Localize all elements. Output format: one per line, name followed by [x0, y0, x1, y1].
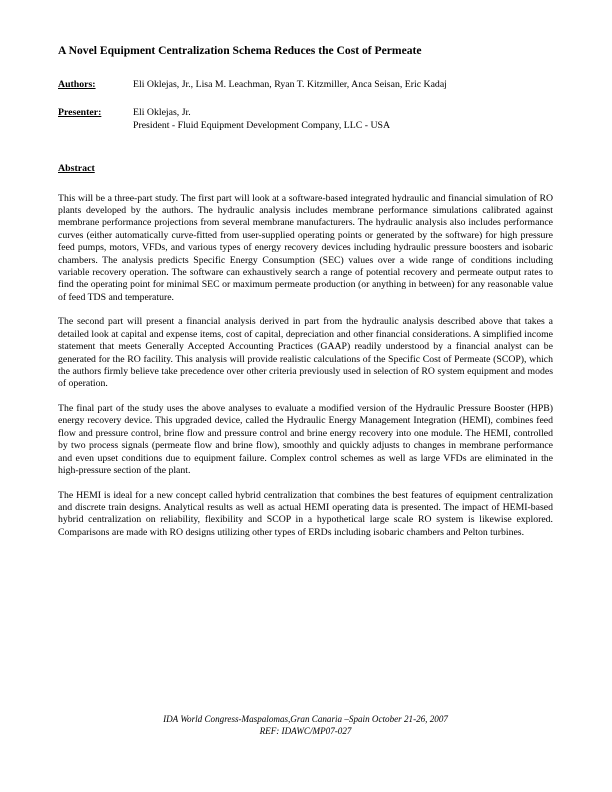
- abstract-paragraph-1: This will be a three-part study. The first part will look at a software-based integrated hydraulic and financial simulation of RO plants developed by the authors. The hydraulic analysis includes membrane performance simulations calibrated against membrane performance projections from several membrane manufacturers. The hydraulic analysis also includes performance curves (either automatically curve-fitted from user-supplied operating points or generated by the software) for high pressure feed pumps, motors, VFDs, and various types of energy recovery devices including hydraulic pressure boosters and isobaric chambers. The analysis predicts Specific Energy Consumption (SEC) values over a wide range of conditions including variable recovery operation. The software can exhaustively search a range of potential recovery and permeate output rates to find the operating point for minimal SEC or maximum permeate production (or anything in between) for any reasonable value of feed TDS and temperature.: [58, 192, 553, 303]
- footer-conference-line: IDA World Congress-Maspalomas,Gran Canaria –Spain October 21-26, 2007: [163, 714, 448, 724]
- abstract-body: [58, 193, 553, 539]
- authors-row: [58, 78, 553, 92]
- presenter-affiliation: President - Fluid Equipment Development Company, LLC - USA: [133, 120, 391, 132]
- document-content: [58, 44, 553, 539]
- footer-reference-line: REF: IDAWC/MP07-027: [259, 725, 352, 736]
- abstract-heading: Abstract: [58, 162, 95, 174]
- authors-value-group: [133, 78, 553, 92]
- page-title: A Novel Equipment Centralization Schema Reduces the Cost of Permeate: [58, 44, 422, 57]
- abstract-paragraph-2: The second part will present a financial analysis derived in part from the hydraulic analysis described above that takes a detailed look at capital and expense items, cost of capital, depreciation and other financial considerations. A simplified income statement that meets Generally Accepted Accounting Practices (GAAP) readily understood by a financial analyst can be generated for the RO facility. This analysis will provide realistic calculations of the Specific Cost of Permeate (SCOP), which the authors firmly believe take precedence over other criteria previously used in selection of RO system equipment and modes of operation.: [58, 316, 553, 390]
- authors-value: Eli Oklejas, Jr., Lisa M. Leachman, Ryan T. Kitzmiller, Anca Seisan, Eric Kadaj: [133, 79, 447, 90]
- presenter-value-group: [133, 106, 553, 133]
- authors-label: Authors:: [58, 79, 96, 90]
- abstract-paragraph-4: The HEMI is ideal for a new concept called hybrid centralization that combines the best features of equipment centralization and discrete train designs. Analytical results as well as actual HEMI operating data is presented. The impact of HEMI-based hybrid centralization on reliability, flexibility and SCOP in a hypothetical large scale RO system is likewise explored. Comparisons are made with RO designs utilizing other types of ERDs including isobaric chambers and Pelton turbines.: [58, 489, 553, 538]
- presenter-name: Eli Oklejas, Jr.: [133, 106, 191, 118]
- presenter-label: Presenter:: [58, 106, 102, 118]
- page-footer: [58, 714, 553, 737]
- abstract-paragraph-3: The final part of the study uses the above analyses to evaluate a modified version of the Hydraulic Pressure Booster (HPB) energy recovery device. This upgraded device, called the Hydraulic Energy Management Integration (HEMI), combines feed flow and pressure control, brine flow and pressure control and brine energy recovery into one module. The HEMI, controlled by two process signals (permeate flow and brine flow), smoothly and quickly adjusts to changes in membrane performance and even upset conditions due to equipment failure. Complex control schemes as well as large VFDs are eliminated in the high-pressure section of the plant.: [58, 403, 553, 476]
- abstract-heading-wrap: [58, 147, 553, 176]
- presenter-row: [58, 106, 553, 133]
